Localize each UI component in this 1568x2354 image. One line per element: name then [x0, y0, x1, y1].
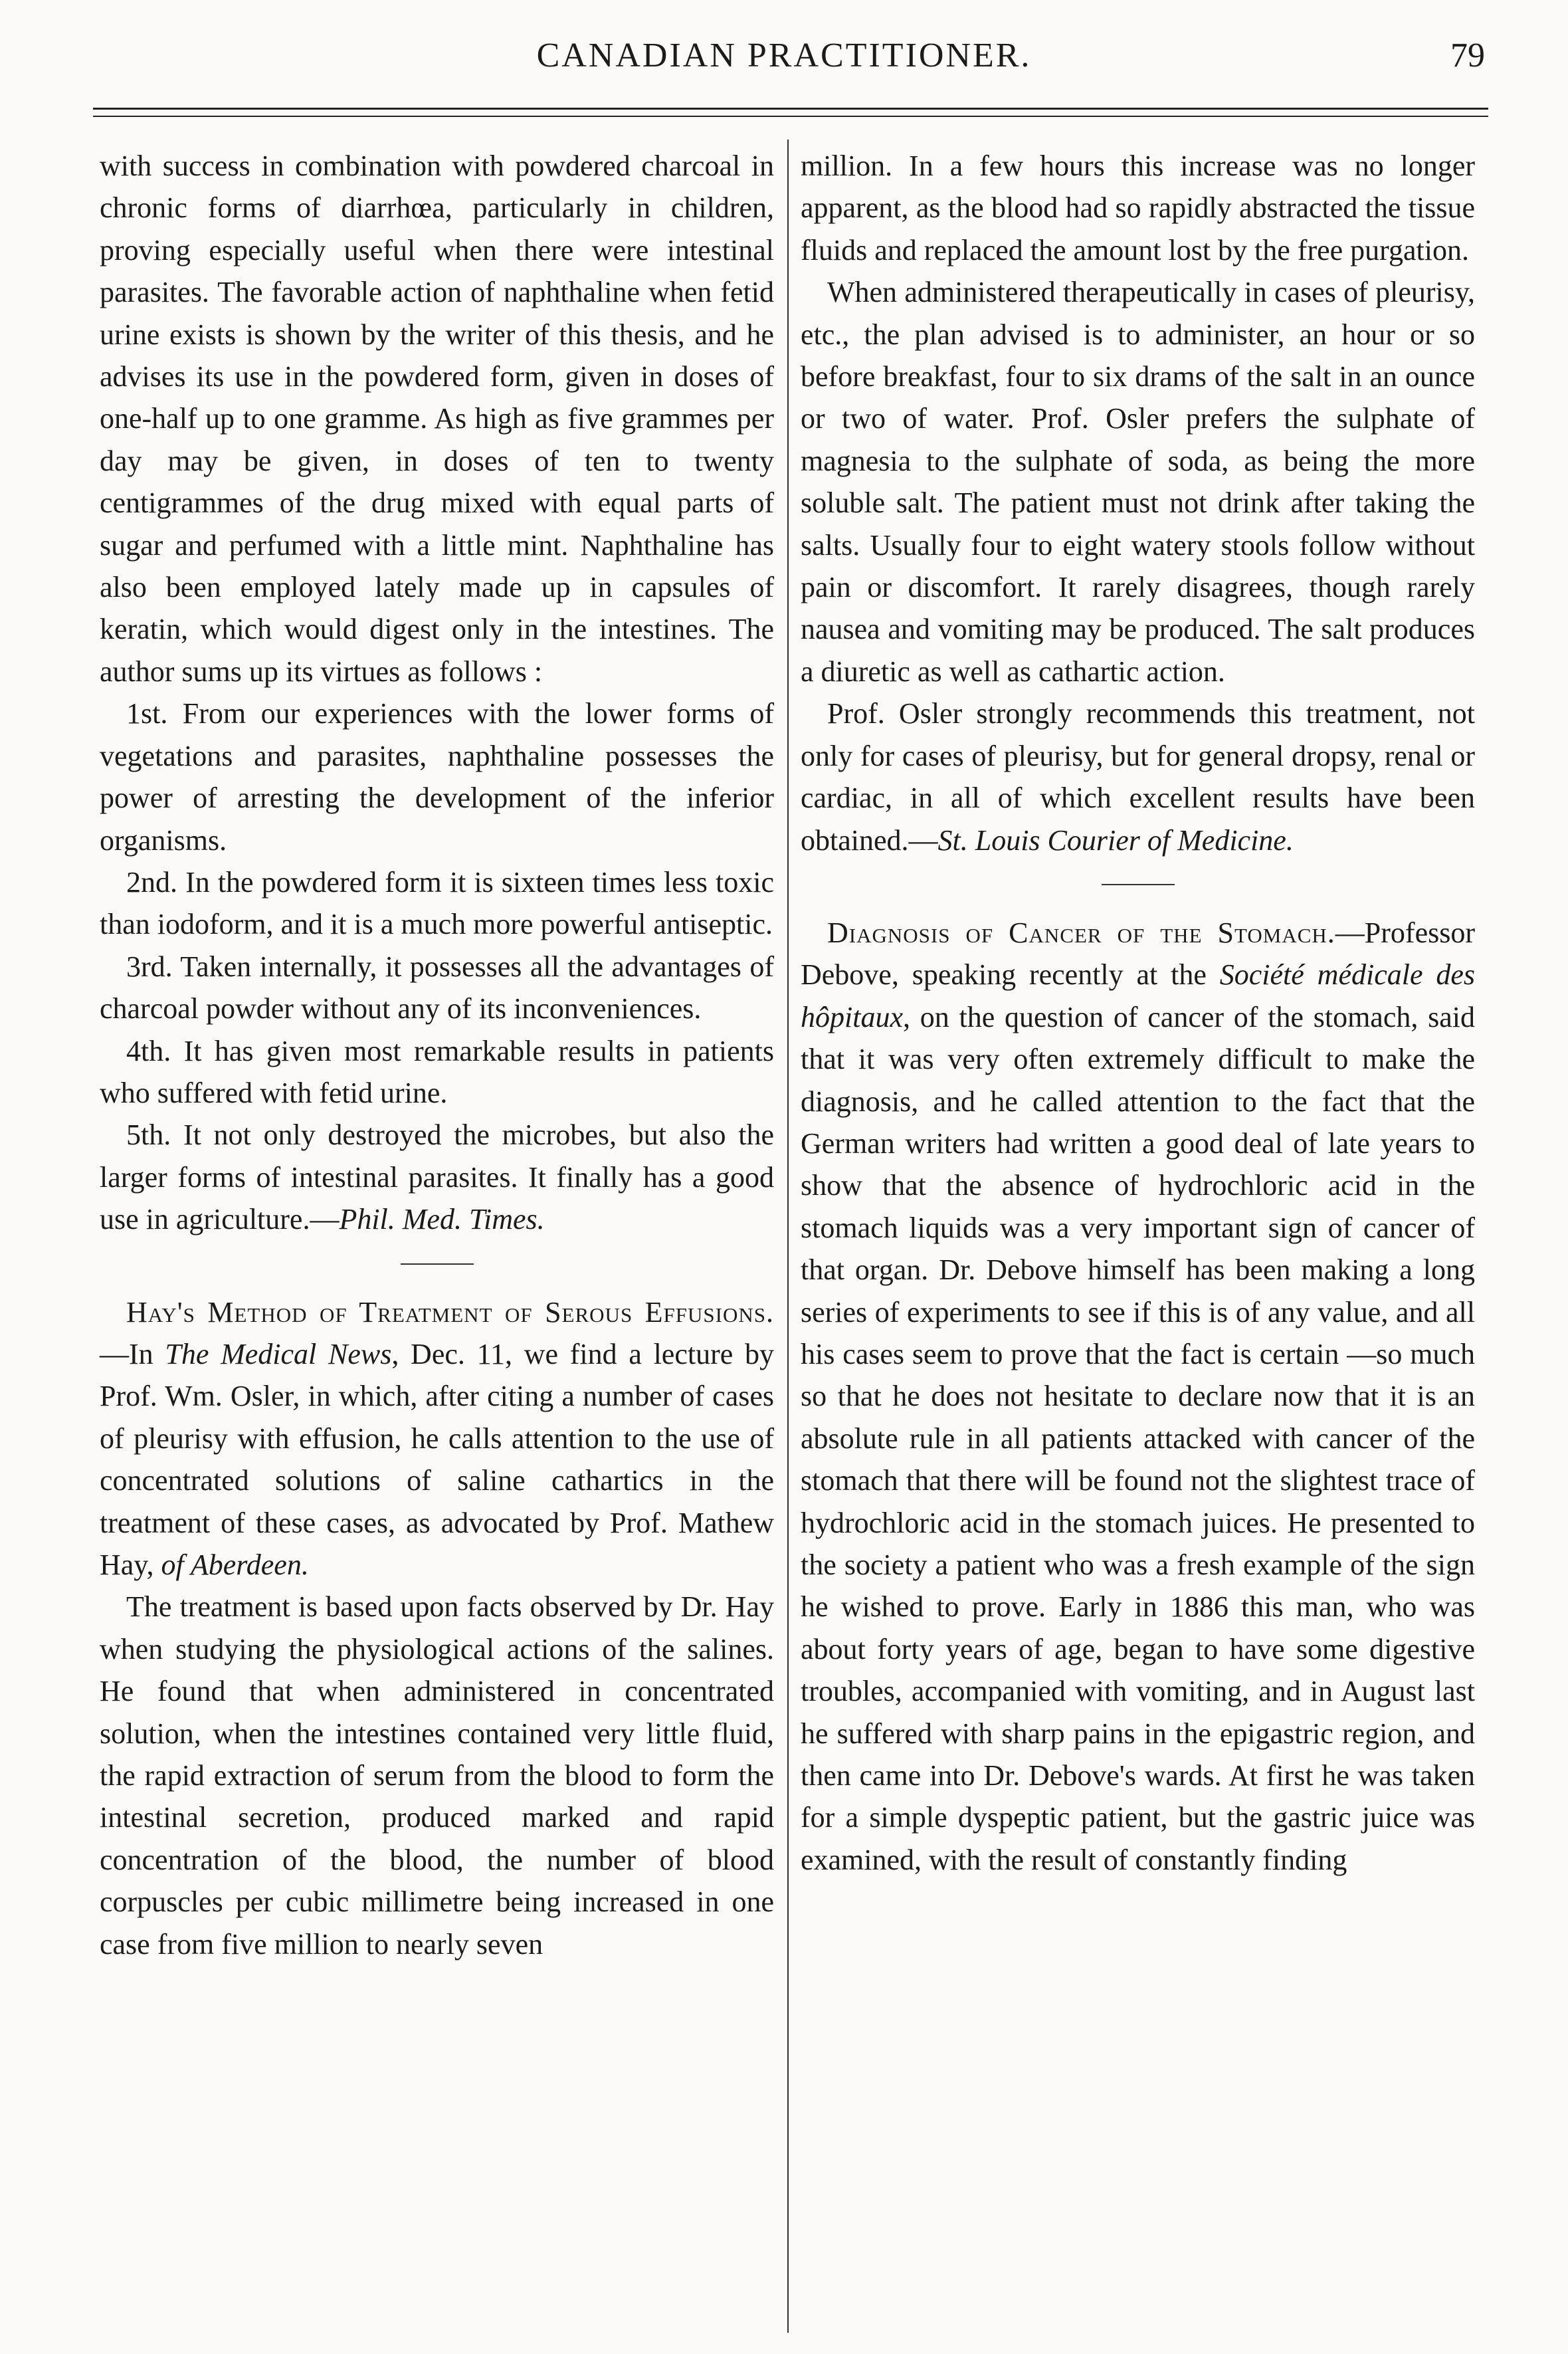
place-name: of Aberdeen. [161, 1549, 309, 1581]
paragraph: with success in combination with powdered charcoal in chronic forms of diarrhœa, particularly in children, proving especially useful when there were intestinal parasites. The favorable action of naphthaline when fetid urine exists is shown by the writer of this thesis, and he advises its use in the powdered form, given in doses of one-half up to one gramme. As high as five grammes per day may be given, in doses of ten to twenty centigrammes of the drug mixed with equal parts of sugar and perfumed with a little mint. Naphthaline has also been employed lately made up in capsules of keratin, which would digest only in the intestines. The author sums up its virtues as follows : [100, 150, 774, 688]
page-number: 79 [1450, 37, 1485, 74]
paragraph-text: 5th. It not only destroyed the microbes, but also the larger forms of intestinal parasites. It finally has a good use in agriculture.— [100, 1119, 774, 1236]
article-intro [801, 912, 1475, 1881]
running-title: CANADIAN PRACTITIONER. [536, 37, 1032, 74]
society-name: Société médicale des hôpitaux [801, 958, 1475, 1033]
journal-name: The Medical News [165, 1337, 392, 1370]
paragraph-text: —Professor Debove, speaking recently at the [801, 916, 1475, 992]
header-rule-thin [93, 116, 1488, 117]
column-divider [787, 140, 789, 2333]
running-head [0, 36, 1568, 96]
paragraph: When administered therapeutically in cases of pleurisy, etc., the plan advised is to administer, an hour or so before breakfast, four to six drams of the salt in an ounce or two of water. Prof. Osler prefers the sulphate of magnesia to the sulphate of soda, as being the more soluble salt. The patient must not drink after taking the salts. Usually four to eight watery stools follow without pain or discomfort. It rarely disagrees, though rarely nausea and vomiting may be produced. The salt produces a diuretic as well as cathartic action. [801, 276, 1475, 688]
paragraph-text: , Dec. 11, we find a lecture by Prof. Wm. Osler, in which, after citing a number of cases of pleurisy with effusion, he calls attention to the use of concentrated solutions of saline cathartics in the treatment of these cases, as advocated by Prof. Mathew Hay, [100, 1337, 774, 1581]
header-rule [93, 108, 1488, 110]
paragraph: 2nd. In the powdered form it is sixteen times less toxic than iodoform, and it is a much more powerful antiseptic. [100, 865, 774, 941]
paragraph-text: , on the question of cancer of the stomach, said that it was very often extremely difficult to make the diagnosis, and he called attention to the fact that the German writers had written a good deal of late years to show that the absence of hydrochloric acid in the stomach liquids was a very important sign of cancer of that organ. Dr. Debove himself has been making a long series of experiments to see if this is of any value, and all his cases seem to prove that the fact is certain —so much so that he does not hesitate to declare now that it is an absolute rule in all patients attacked with cancer of the stomach that there will be found not the slightest trace of hydrochloric acid in the stomach juices. He presented to the society a patient who was a fresh example of the sign he wished to prove. Early in 1886 this man, who was about forty years of age, began to have some digestive troubles, accompanied with vomiting, and in August last he suffered with sharp pains in the epigastric region, and then came into Dr. Debove's wards. At first he was taken for a simple dyspeptic patient, but the gastric juice was examined, with the result of constantly finding [801, 1000, 1475, 1876]
article-intro [100, 1291, 774, 1586]
right-column [801, 145, 1475, 1881]
source-citation: Phil. Med. Times. [339, 1203, 545, 1236]
paragraph: 3rd. Taken internally, it possesses all the advantages of charcoal powder without any of its inconveniences. [100, 950, 774, 1025]
paragraph [801, 693, 1475, 861]
left-column [100, 145, 774, 1965]
paragraph [100, 1114, 774, 1240]
paragraph-text: —In [100, 1337, 165, 1370]
paragraph: million. In a few hours this increase was no longer apparent, as the blood had so rapidly abstracted the tissue fluids and replaced the amount lost by the free purgation. [801, 150, 1475, 267]
section-separator [401, 1263, 474, 1265]
paragraph: The treatment is based upon facts observed by Dr. Hay when studying the physiological actions of the salines. He found that when administered in concentrated solution, when the intestines contained very little fluid, the rapid extraction of serum from the blood to form the intestinal secretion, produced marked and rapid concentration of the blood, the number of blood corpuscles per cubic millimetre being increased in one case from five million to nearly seven [100, 1590, 774, 1961]
paragraph: 4th. It has given most remarkable results in patients who suffered with fetid urine. [100, 1034, 774, 1109]
article-heading: Diagnosis of Cancer of the Stomach. [827, 916, 1335, 949]
source-citation: St. Louis Courier of Medicine. [937, 823, 1294, 857]
section-separator [1102, 884, 1175, 885]
article-heading: Hay's Method of Treatment of Serous Effusions. [126, 1295, 774, 1329]
paragraph-text: Prof. Osler strongly recommends this treatment, not only for cases of pleurisy, but for general dropsy, renal or cardiac, in all of which excellent results have been obtained.— [801, 697, 1475, 857]
paragraph: 1st. From our experiences with the lower forms of vegetations and parasites, naphthaline possesses the power of arresting the development of the inferior organisms. [100, 697, 774, 857]
